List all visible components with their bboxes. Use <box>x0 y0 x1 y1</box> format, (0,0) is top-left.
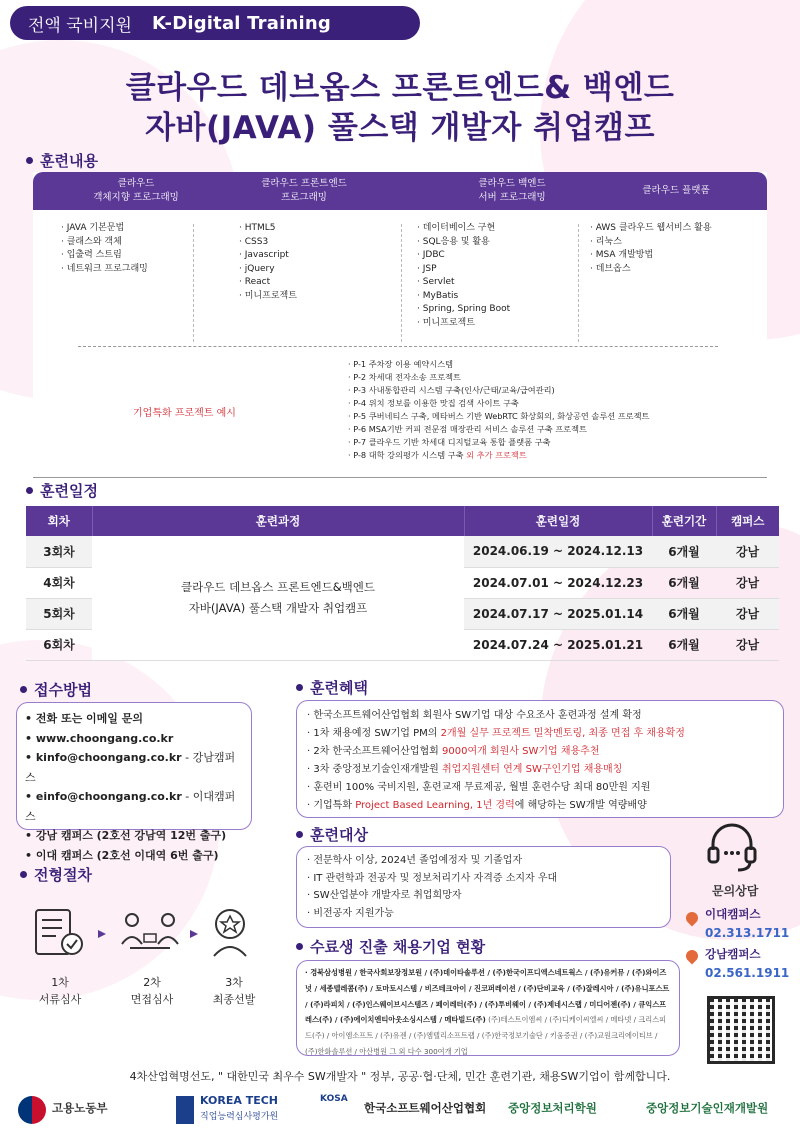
divider <box>401 224 402 342</box>
bullet-icon <box>26 487 33 494</box>
website-link[interactable]: • www.choongang.co.kr <box>25 731 174 745</box>
table-row: 6회차 2024.07.24 ~ 2025.01.21 6개월 강남 <box>26 629 779 660</box>
schedule-table <box>26 506 779 661</box>
table-row: 4회차 2024.07.01 ~ 2024.12.23 6개월 강남 <box>26 567 779 598</box>
col-header: 훈련과정 <box>92 506 464 536</box>
page-title-line1: 클라우드 데브옵스 프론트엔드& 백엔드 <box>125 70 675 106</box>
col-header: 회차 <box>26 506 92 536</box>
page-title-line2: 자바(JAVA) 풀스택 개발자 취업캠프 <box>145 110 655 146</box>
support-label: 전액 국비지원 <box>28 15 132 36</box>
phone-number[interactable]: 02.313.1711 <box>705 926 790 940</box>
companies-box: · 경북삼성병원 / 한국사회보장정보원 / (주)데이타솔루션 / (주)한국이프디엑스네트웍스 / (주)유커뮤 / (주)와이즈넛 / 세종텔레콤(주) / 토마토시스템 / 비즈테크아이 / 진코퍼레이션 / (주)단비교육 / (주)잘레시아 / (주)유니포스트 / (주)라피치 / (주)인스웨이브시스템즈 / 페이레터(주) / (주)투비웨이 / (주)제네시스랩 / 미디어젠(주) / 큐익스프레스(주) / (주)에이치엔티아웃소싱시스템 / 메타빌드(주) (주)테스트이엠씨 / (주)디케이씨엘씨 / 메타넷 / 크리스피드(주) / 아이엠소프트 / (주)유젠 / (주)엠텔리소프트랩 / (주)한국정보기술단 / 키움증권 / (주)교원크리에이티브 / (주)한화솔루션 / 아산병원 그 외 다수 300여개 기업 <box>296 960 680 1056</box>
top-badge <box>10 6 420 40</box>
curriculum-col-head: 클라우드 플랫폼 <box>642 185 710 196</box>
campus-name: 강남캠퍼스 <box>705 947 761 961</box>
apply-heading: 접수방법 <box>20 679 92 700</box>
campus-name: 이대캠퍼스 <box>705 907 761 921</box>
divider <box>578 224 579 342</box>
divider <box>193 224 194 342</box>
curriculum-list: · 데이터베이스 구현 · SQL응용 및 활용 · JDBC · JSP · Servlet · MyBatis · Spring, Spring Boot · 미니프로젝트 <box>417 222 510 330</box>
divider <box>78 346 718 347</box>
apply-box: • 전화 또는 이메일 문의 • www.choongang.co.kr • kinfo@choongang.co.kr - 강남캠퍼스 • einfo@choongang.co.kr - 이대캠퍼스 • 강남 캠퍼스 (2호선 강남역 12번 출구) • 이대 캠퍼스 (2호선 이대역 6번 출구) <box>16 702 252 830</box>
col-header: 캠퍼스 <box>716 506 779 536</box>
bullet-icon <box>296 943 303 950</box>
curriculum-heading: 훈련내용 <box>26 150 98 171</box>
interview-icon <box>122 914 178 948</box>
table-row: 3회차 클라우드 데브옵스 프론트엔드&백엔드 자바(JAVA) 풀스택 개발자 취업캠프 2024.06.19 ~ 2024.12.13 6개월 강남 <box>26 536 779 567</box>
selection-award-icon <box>214 910 246 956</box>
col-header: 훈련일정 <box>464 506 652 536</box>
course-name: 클라우드 데브옵스 프론트엔드&백엔드 자바(JAVA) 풀스택 개발자 취업캠프 <box>92 536 464 660</box>
bullet-icon <box>20 871 27 878</box>
headset-icon <box>705 820 759 874</box>
footer-note: 4차산업혁명선도, " 대한민국 최우수 SW개발자 " 정부, 공공·협·단체, 민간 훈련기관, 채용SW기업이 함께합니다. <box>129 1070 671 1083</box>
target-heading: 훈련대상 <box>296 824 368 845</box>
companies-heading: 수료생 진출 채용기업 현황 <box>296 936 485 957</box>
qr-code-pattern <box>710 999 772 1061</box>
target-box: · 전문학사 이상, 2024년 졸업예정자 및 기졸업자 · IT 관련학과 전공자 및 정보처리기사 자격증 소지자 우대 · SW산업분야 개발자로 취업희망자 · 비전공자 지원가능 <box>296 846 671 928</box>
logo-text: KOSA <box>320 1094 348 1104</box>
contact-heading: 문의상담 <box>712 884 759 898</box>
logo-text: 중앙정보기술인재개발원 <box>646 1101 769 1115</box>
arrow-right-icon <box>98 930 106 938</box>
curriculum-col-head: 클라우드 객체지향 프로그래밍 <box>93 178 179 203</box>
email-link[interactable]: • kinfo@choongang.co.kr <box>25 751 182 764</box>
ministry-logo-icon <box>18 1096 46 1124</box>
process-heading: 전형절차 <box>20 864 92 885</box>
project-label: 기업특화 프로젝트 예시 <box>133 408 236 419</box>
curriculum-col-head: 클라우드 백엔드 서버 프로그래밍 <box>478 178 546 203</box>
logo-text: 한국소프트웨어산업협회 <box>364 1101 487 1115</box>
email-link[interactable]: • einfo@choongang.co.kr <box>25 790 182 803</box>
curriculum-list: · AWS 클라우드 웹서비스 활용 · 리눅스 · MSA 개발방법 · 데브옵스 <box>590 222 712 276</box>
process-step: 3차 최종선발 <box>212 976 256 1006</box>
logo-text: 직업능력심사평가원 <box>200 1112 279 1122</box>
bullet-icon <box>296 684 303 691</box>
col-header: 훈련기간 <box>652 506 716 536</box>
process-step: 2차 면접심사 <box>130 976 174 1006</box>
curriculum-col-head: 클라우드 프론트엔드 프로그래밍 <box>261 178 347 203</box>
bullet-icon <box>26 157 33 164</box>
bullet-icon <box>296 831 303 838</box>
logo-text: 고용노동부 <box>52 1101 108 1115</box>
curriculum-panel <box>33 172 767 478</box>
logo-text: 중앙정보처리학원 <box>508 1101 597 1115</box>
location-pin-icon <box>684 948 701 965</box>
curriculum-header <box>33 172 767 210</box>
benefits-box: · 한국소프트웨어산업협회 회원사 SW기업 대상 수요조사 훈련과정 설계 확정 · 1차 채용예정 SW기업 PM의 2개월 실무 프로젝트 밀착멘토링, 최종 면접 후 채용확정 · 2차 한국소프트웨어산업협회 9000여개 회원사 SW기업 채용추천 · 3차 중앙정보기술인재개발원 취업지원센터 연계 SW구인기업 채용매칭 · 훈련비 100% 국비지원, 훈련교재 무료제공, 월별 훈련수당 최대 80만원 지원 · 기업특화 Project Based Learning, 1년 경력에 해당하는 SW개발 역량배양 <box>296 700 784 818</box>
koreatech-logo-icon <box>176 1096 194 1124</box>
schedule-heading: 훈련일정 <box>26 480 98 501</box>
process-icons <box>30 904 270 964</box>
curriculum-list: · JAVA 기본문법 · 클래스와 객체 · 입출력 스트림 · 네트워크 프로그래밍 <box>61 222 148 276</box>
arrow-right-icon <box>190 930 198 938</box>
document-check-icon <box>36 910 82 954</box>
curriculum-list: · HTML5 · CSS3 · Javascript · jQuery · React · 미니프로젝트 <box>239 222 297 303</box>
logo-text: KOREA TECH <box>200 1094 279 1107</box>
partner-logos <box>0 1092 800 1128</box>
program-label: K-Digital Training <box>151 12 331 34</box>
bullet-icon <box>20 686 27 693</box>
phone-number[interactable]: 02.561.1911 <box>705 966 790 980</box>
benefits-heading: 훈련혜택 <box>296 677 368 698</box>
table-row: 5회차 2024.07.17 ~ 2025.01.14 6개월 강남 <box>26 598 779 629</box>
process-step: 1차 서류심사 <box>38 976 82 1006</box>
project-list: · P-1 주차장 이용 예약시스템 · P-2 차세대 전자소송 프로젝트 · P-3 사내통합관리 시스템 구축(인사/근태/교육/급여관리) · P-4 위치 정보를 이용한 맛집 검색 사이트 구축 · P-5 쿠버네티스 구축, 메타버스 기반 WebRTC 화상회의, 화상공연 솔루션 프로젝트 · P-6 MSA기반 커피 전문점 매장관리 서비스 솔루션 구축 프로젝트 · P-7 클라우드 기반 차세대 디지털교육 통합 플랫폼 구축 · P-8 대학 강의평가 시스템 구축 외 추가 프로젝트 <box>348 358 649 462</box>
